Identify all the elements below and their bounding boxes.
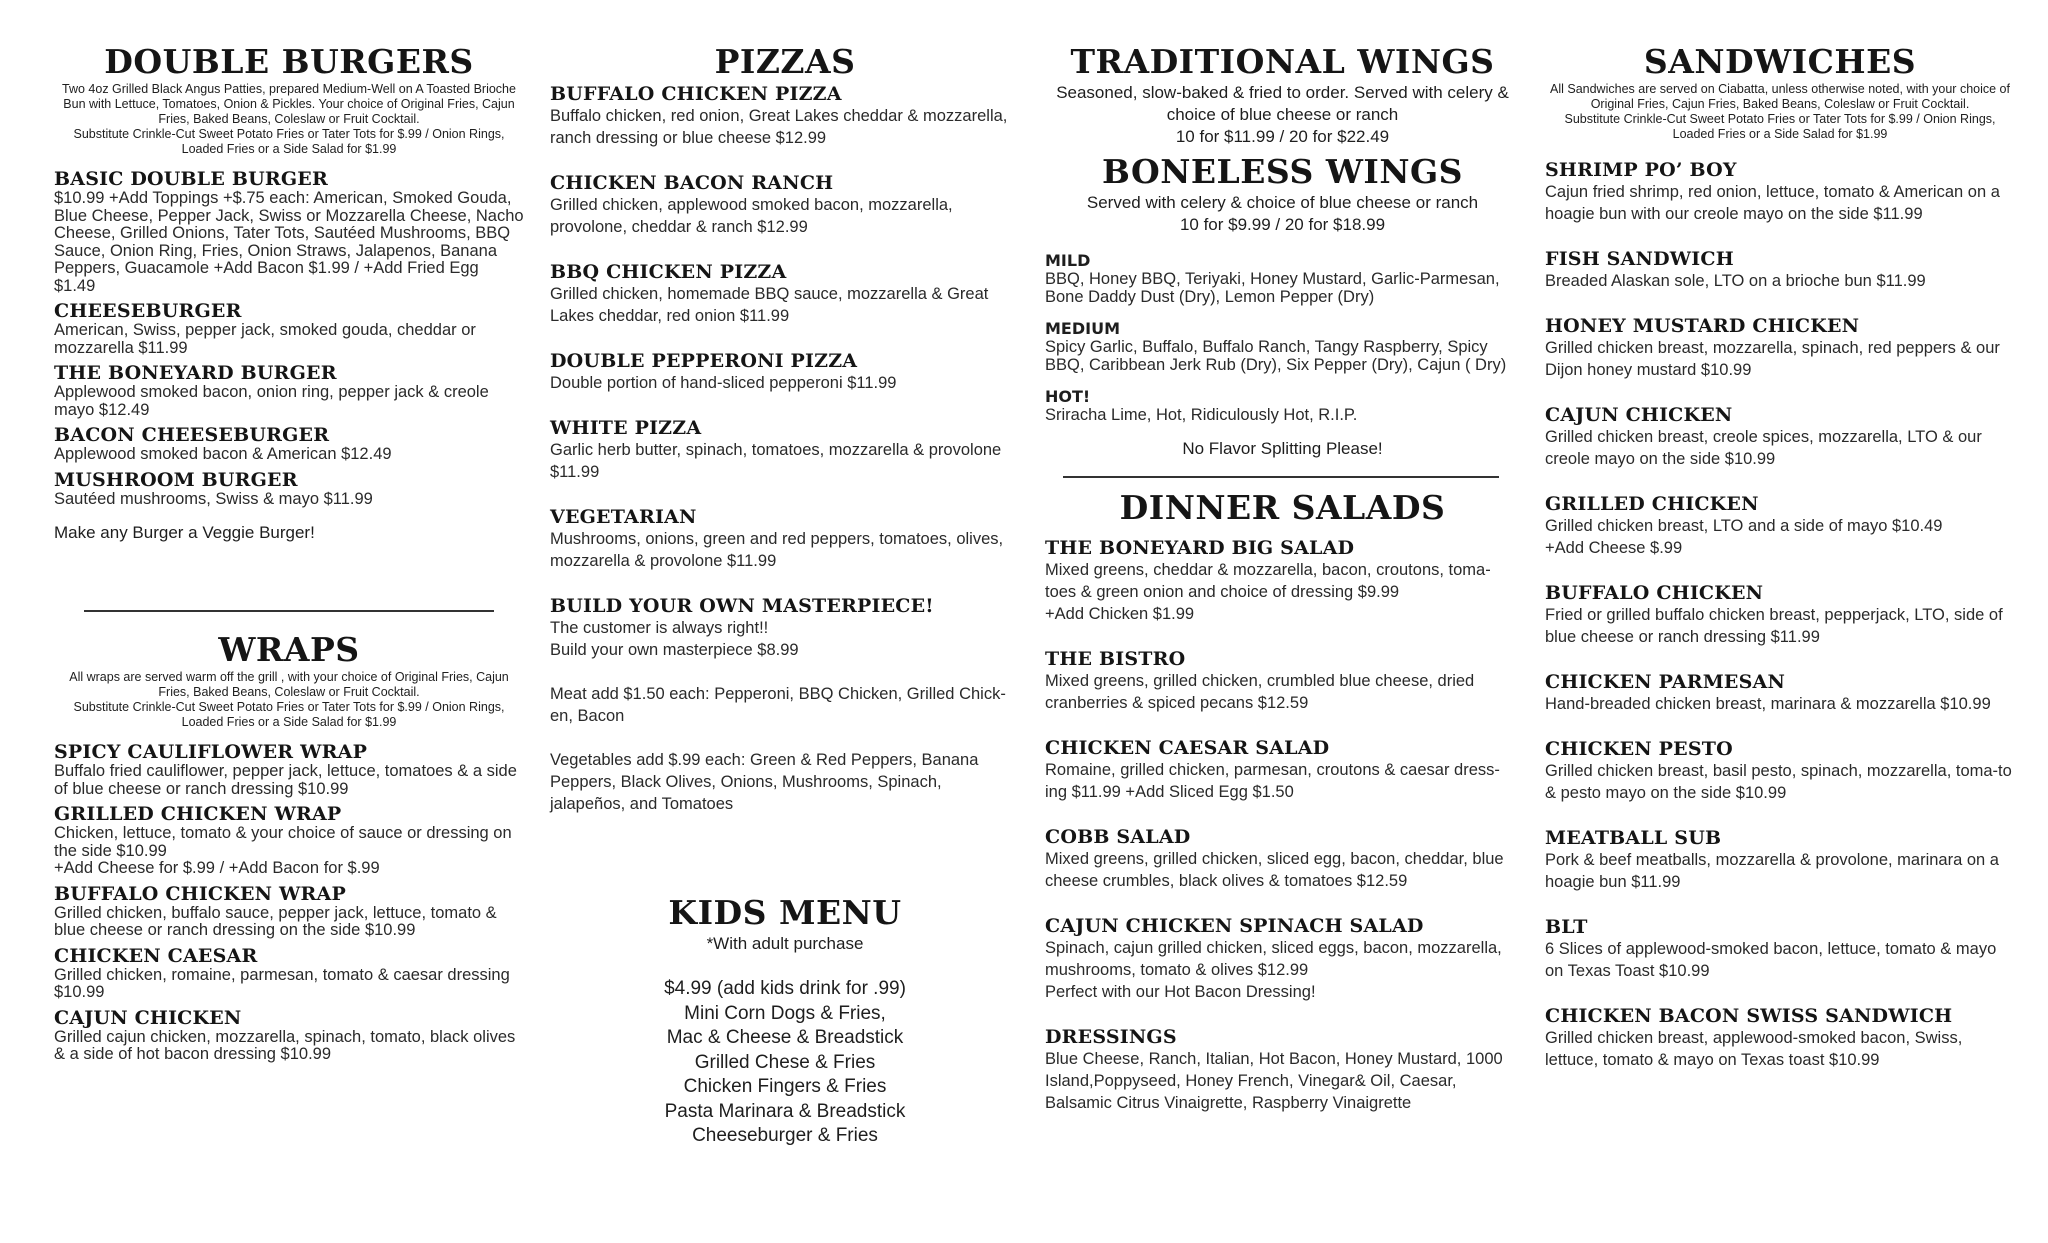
- item-name: THE BONEYARD BIG SALAD: [1045, 537, 1355, 559]
- item-desc: Buffalo chicken, red onion, Great Lakes cheddar & mozzarella, ranch dressing or blue cheese $12.99: [550, 107, 1008, 147]
- item-desc: Grilled chicken breast, mozzarella, spinach, red peppers & our Dijon honey mustard $10.99: [1545, 339, 2000, 379]
- item-name: GRILLED CHICKEN WRAP: [54, 803, 342, 825]
- menu-item: [1045, 738, 1520, 803]
- wraps-section: [54, 632, 524, 1064]
- item-desc: Grilled chicken breast, applewood-smoked bacon, Swiss, lettuce, tomato & mayo on Texas toast $10.99: [1545, 1029, 1963, 1069]
- boneless-wings-desc: Served with celery & choice of blue cheese or ranch: [1086, 193, 1479, 212]
- item-desc: American, Swiss, pepper jack, smoked gouda, cheddar or mozzarella $11.99: [54, 321, 476, 357]
- item-desc: $10.99 +Add Toppings +$.75 each: American, Smoked Gouda, Blue Cheese, Pepper Jack, Swiss or Mozzarella Cheese, Nacho Cheese, Grilled Onions, Tater Tots, Sautéed Mushrooms, BBQ Sauce, Onion Ring, Fries, Onion Straws, Jalapenos, Banana Peppers, Guacamole +Add Bacon $1.99 / +Add Fried Egg $1.49: [54, 189, 524, 295]
- item-desc: Buffalo fried cauliflower, pepper jack, lettuce, tomatoes & a side of blue cheese or ranch dressing $10.99: [54, 762, 517, 798]
- item-desc: Garlic herb butter, spinach, tomatoes, mozzarella & provolone $11.99: [550, 441, 1002, 481]
- item-desc: Applewood smoked bacon, onion ring, pepper jack & creole mayo $12.49: [54, 383, 489, 419]
- item-name: SPICY CAULIFLOWER WRAP: [54, 741, 368, 763]
- pizzas-section: [550, 44, 1020, 815]
- item-name: HONEY MUSTARD CHICKEN: [1545, 315, 1860, 337]
- menu-item: [54, 301, 524, 357]
- menu-item: [550, 351, 1020, 394]
- item-extra: +Add Cheese for $.99 / +Add Bacon for $.99: [54, 859, 380, 877]
- item-desc: Pork & beef meatballs, mozzarella & provolone, marinara on a hoagie bun $11.99: [1545, 851, 1999, 891]
- item-name: GRILLED CHICKEN: [1545, 493, 1759, 515]
- item-name: CAJUN CHICKEN: [1545, 404, 1733, 426]
- menu-item: [54, 804, 524, 878]
- item-name: BUFFALO CHICKEN PIZZA: [550, 83, 842, 105]
- flavor-level: MEDIUM: [1045, 319, 1120, 338]
- boneless-wings-title: BONELESS WINGS: [1101, 152, 1464, 191]
- traditional-wings-desc: Seasoned, slow-baked & fried to order. Served with celery & choice of blue cheese or ranch: [1056, 83, 1509, 124]
- item-name: BUFFALO CHICKEN WRAP: [54, 882, 346, 905]
- item-desc: Grilled chicken breast, LTO and a side of mayo $10.49: [1545, 517, 1943, 535]
- kids-item: Cheeseburger & Fries: [692, 1125, 878, 1146]
- menu-item: [550, 262, 1020, 327]
- item-desc: Grilled chicken, romaine, parmesan, tomato & caesar dressing $10.99: [54, 965, 510, 1001]
- menu-item: [54, 1008, 524, 1064]
- item-name: CHEESEBURGER: [54, 300, 242, 322]
- item-desc: Chicken, lettuce, tomato & your choice of sauce or dressing on the side $10.99: [54, 824, 512, 860]
- item-name: BASIC DOUBLE BURGER: [54, 168, 328, 190]
- menu-item: [1545, 249, 2015, 292]
- double-burgers-substitute: Substitute Crinkle-Cut Sweet Potato Fries or Tater Tots for $.99 / Onion Rings, Loaded Fries or a Side Salad for $1.99: [73, 127, 505, 156]
- item-name: BACON CHEESEBURGER: [54, 424, 330, 446]
- item-name: FISH SANDWICH: [1545, 248, 1734, 270]
- item-name: CAJUN CHICKEN: [54, 1006, 242, 1029]
- item-name: CHICKEN BACON SWISS SANDWICH: [1545, 1005, 1953, 1027]
- item-name: DRESSINGS: [1045, 1026, 1177, 1048]
- item-name: WHITE PIZZA: [550, 417, 702, 439]
- item-name: CHICKEN CAESAR: [54, 944, 258, 967]
- menu-item: [54, 946, 524, 1002]
- menu-item: [1045, 538, 1520, 625]
- item-name: BUFFALO CHICKEN: [1545, 582, 1764, 604]
- meat-add-note: Meat add $1.50 each: Pepperoni, BBQ Chicken, Grilled Chick-en, Bacon: [550, 685, 1006, 725]
- item-extra: +Add Chicken $1.99: [1045, 605, 1195, 623]
- menu-item: [550, 173, 1020, 238]
- item-desc: Double portion of hand-sliced pepperoni $11.99: [550, 374, 897, 392]
- item-name: SHRIMP PO’ BOY: [1545, 159, 1737, 181]
- column-wings-salads: [1045, 44, 1520, 1114]
- item-desc: Spinach, cajun grilled chicken, sliced eggs, bacon, mozzarella, mushrooms, tomato & olives $12.99: [1045, 939, 1502, 979]
- kids-item: Chicken Fingers & Fries: [683, 1076, 887, 1097]
- item-desc: Grilled chicken, homemade BBQ sauce, mozzarella & Great Lakes cheddar, red onion $11.99: [550, 285, 989, 325]
- flavor-level: HOT!: [1045, 387, 1091, 406]
- menu-item: [1545, 672, 2015, 715]
- flavor-list: BBQ, Honey BBQ, Teriyaki, Honey Mustard, Garlic-Parmesan, Bone Daddy Dust (Dry), Lemon Pepper (Dry): [1045, 270, 1500, 306]
- item-desc: Mixed greens, cheddar & mozzarella, bacon, croutons, toma-toes & green onion and choice of dressing $9.99: [1045, 561, 1491, 601]
- sandwiches-section: [1545, 44, 2015, 1071]
- menu-item: [550, 418, 1020, 483]
- dinner-salads-section: [1045, 490, 1520, 1114]
- item-desc: Breaded Alaskan sole, LTO on a brioche bun $11.99: [1545, 272, 1926, 290]
- menu-item: [1545, 739, 2015, 804]
- menu-item: [54, 742, 524, 798]
- column-pizzas-kids: [550, 44, 1020, 1149]
- item-desc: Applewood smoked bacon & American $12.49: [54, 445, 392, 463]
- boneless-wings-section: [1045, 154, 1520, 460]
- item-name: DOUBLE PEPPERONI PIZZA: [550, 350, 858, 372]
- flavor-list: Spicy Garlic, Buffalo, Buffalo Ranch, Tangy Raspberry, Spicy BBQ, Caribbean Jerk Rub (Dry), Six Pepper (Dry), Cajun ( Dry): [1045, 338, 1507, 374]
- flavor-list: Sriracha Lime, Hot, Ridiculously Hot, R.I.P.: [1045, 406, 1358, 424]
- item-name: BLT: [1545, 916, 1588, 938]
- sandwiches-substitute: Substitute Crinkle-Cut Sweet Potato Fries or Tater Tots for $.99 / Onion Rings, Loaded Fries or a Side Salad for $1.99: [1564, 112, 1996, 141]
- divider: [84, 610, 494, 612]
- menu-item: [54, 470, 524, 509]
- column-burgers-wraps: [54, 44, 524, 1064]
- item-desc: Blue Cheese, Ranch, Italian, Hot Bacon, Honey Mustard, 1000 Island,Poppyseed, Honey French, Vinegar& Oil, Caesar, Balsamic Citrus Vinaigrette, Raspberry Vinaigrette: [1045, 1050, 1503, 1112]
- menu-item: [1045, 827, 1520, 892]
- menu-item: [1045, 1027, 1520, 1114]
- item-name: COBB SALAD: [1045, 826, 1191, 848]
- item-name: CHICKEN PESTO: [1545, 738, 1733, 760]
- menu-item: [1545, 828, 2015, 893]
- menu-item: [54, 425, 524, 464]
- wraps-intro: All wraps are served warm off the grill , with your choice of Original Fries, Cajun Fries, Baked Beans, Coleslaw or Fruit Cocktail.: [69, 670, 509, 699]
- kids-item: Pasta Marinara & Breadstick: [664, 1100, 906, 1122]
- pizzas-title: PIZZAS: [714, 42, 856, 81]
- menu-item: [1545, 160, 2015, 225]
- item-desc: Sautéed mushrooms, Swiss & mayo $11.99: [54, 489, 373, 508]
- double-burgers-title: DOUBLE BURGERS: [104, 42, 474, 81]
- item-desc: Mixed greens, grilled chicken, crumbled blue cheese, dried cranberries & spiced pecans $12.59: [1045, 672, 1475, 712]
- wraps-substitute: Substitute Crinkle-Cut Sweet Potato Fries or Tater Tots for $.99 / Onion Rings, Loaded Fries or a Side Salad for $1.99: [73, 700, 505, 729]
- boneless-wings-price: 10 for $9.99 / 20 for $18.99: [1179, 215, 1386, 234]
- item-name: CAJUN CHICKEN SPINACH SALAD: [1045, 915, 1424, 937]
- dinner-salads-title: DINNER SALADS: [1119, 488, 1446, 527]
- traditional-wings-section: [1045, 44, 1520, 148]
- item-desc: Hand-breaded chicken breast, marinara & mozzarella $10.99: [1545, 695, 1991, 713]
- item-name: MEATBALL SUB: [1545, 827, 1722, 849]
- menu-item: [54, 884, 524, 940]
- item-desc: Grilled chicken, buffalo sauce, pepper jack, lettuce, tomato & blue cheese or ranch dressing on the side $10.99: [54, 903, 497, 939]
- menu-item: [1545, 583, 2015, 648]
- item-desc: The customer is always right!!: [550, 619, 769, 637]
- menu-item: [1545, 494, 2015, 559]
- menu-item: [1545, 917, 2015, 982]
- kids-item: Mac & Cheese & Breadstick: [666, 1027, 904, 1048]
- kids-price: $4.99 (add kids drink for .99): [664, 978, 906, 999]
- item-name: THE BISTRO: [1045, 648, 1186, 670]
- item-name: THE BONEYARD BURGER: [54, 362, 337, 384]
- kids-menu-subtitle: *With adult purchase: [706, 934, 864, 953]
- menu-item: [550, 507, 1020, 572]
- item-desc: 6 Slices of applewood-smoked bacon, lettuce, tomato & mayo on Texas Toast $10.99: [1545, 940, 1997, 980]
- item-name: BBQ CHICKEN PIZZA: [550, 261, 787, 283]
- item-desc: Grilled chicken breast, basil pesto, spinach, mozzarella, toma-to & pesto mayo on the side $10.99: [1545, 762, 2012, 802]
- sandwiches-title: SANDWICHES: [1643, 42, 1917, 81]
- sandwiches-intro: All Sandwiches are served on Ciabatta, unless otherwise noted, with your choice of Original Fries, Cajun Fries, Baked Beans, Coleslaw or Fruit Cocktail.: [1550, 82, 2010, 111]
- item-desc: Cajun fried shrimp, red onion, lettuce, tomato & American on a hoagie bun with our creole mayo on the side $11.99: [1545, 183, 2000, 223]
- double-burgers-section: [54, 44, 524, 544]
- item-desc: Romaine, grilled chicken, parmesan, croutons & caesar dress-ing $11.99 +Add Sliced Egg $1.50: [1045, 761, 1500, 801]
- divider: [1063, 476, 1499, 478]
- flavor-level: MILD: [1045, 251, 1091, 270]
- item-name: CHICKEN BACON RANCH: [550, 172, 834, 194]
- item-name: BUILD YOUR OWN MASTERPIECE!: [550, 595, 934, 617]
- item-desc: Mushrooms, onions, green and red peppers, tomatoes, olives, mozzarella & provolone $11.99: [550, 530, 1004, 570]
- no-splitting-note: No Flavor Splitting Please!: [1182, 439, 1383, 458]
- kids-menu-title: KIDS MENU: [668, 893, 902, 932]
- menu-item: [1545, 405, 2015, 470]
- item-name: MUSHROOM BURGER: [54, 468, 298, 491]
- traditional-wings-title: TRADITIONAL WINGS: [1070, 42, 1495, 81]
- wraps-title: WRAPS: [218, 630, 360, 669]
- menu-item: [54, 363, 524, 419]
- traditional-wings-price: 10 for $11.99 / 20 for $22.49: [1175, 127, 1390, 146]
- item-desc: Grilled chicken breast, creole spices, mozzarella, LTO & our creole mayo on the side $10.99: [1545, 428, 1982, 468]
- menu-item: [550, 84, 1020, 149]
- menu-item: [1045, 649, 1520, 714]
- menu-item: [54, 169, 524, 295]
- menu-item: [1545, 1006, 2015, 1071]
- menu-item: [550, 596, 1020, 661]
- kids-item: Mini Corn Dogs & Fries,: [684, 1002, 886, 1024]
- veggie-burger-note: Make any Burger a Veggie Burger!: [54, 523, 315, 542]
- item-desc: Grilled chicken, applewood smoked bacon, mozzarella, provolone, cheddar & ranch $12.99: [550, 196, 953, 236]
- menu-item: [1545, 316, 2015, 381]
- item-extra: Perfect with our Hot Bacon Dressing!: [1045, 983, 1316, 1001]
- item-desc: Fried or grilled buffalo chicken breast, pepperjack, LTO, side of blue cheese or ranch dressing $11.99: [1545, 606, 2003, 646]
- item-name: CHICKEN PARMESAN: [1545, 671, 1786, 693]
- kids-menu-section: [550, 895, 1020, 1149]
- item-extra: Build your own masterpiece $8.99: [550, 641, 799, 659]
- kids-item: Grilled Chese & Fries: [694, 1051, 876, 1073]
- menu-item: [1045, 916, 1520, 1003]
- item-name: VEGETARIAN: [550, 506, 697, 528]
- item-desc: Mixed greens, grilled chicken, sliced egg, bacon, cheddar, blue cheese crumbles, black olives & tomatoes $12.59: [1045, 850, 1504, 890]
- item-desc: Grilled cajun chicken, mozzarella, spinach, tomato, black olives & a side of hot bacon dressing $10.99: [54, 1027, 516, 1063]
- double-burgers-intro: Two 4oz Grilled Black Angus Patties, prepared Medium-Well on A Toasted Brioche Bun with Lettuce, Tomatoes, Onion & Pickles. Your choice of Original Fries, Cajun Fries, Baked Beans, Coleslaw or Fruit Cocktail.: [62, 82, 516, 126]
- item-extra: +Add Cheese $.99: [1545, 539, 1683, 557]
- vegetable-add-note: Vegetables add $.99 each: Green & Red Peppers, Banana Peppers, Black Olives, Onions, Mushrooms, Spinach, jalapeños, and Tomatoes: [550, 751, 979, 813]
- item-name: CHICKEN CAESAR SALAD: [1045, 737, 1330, 759]
- column-sandwiches: [1545, 44, 2015, 1071]
